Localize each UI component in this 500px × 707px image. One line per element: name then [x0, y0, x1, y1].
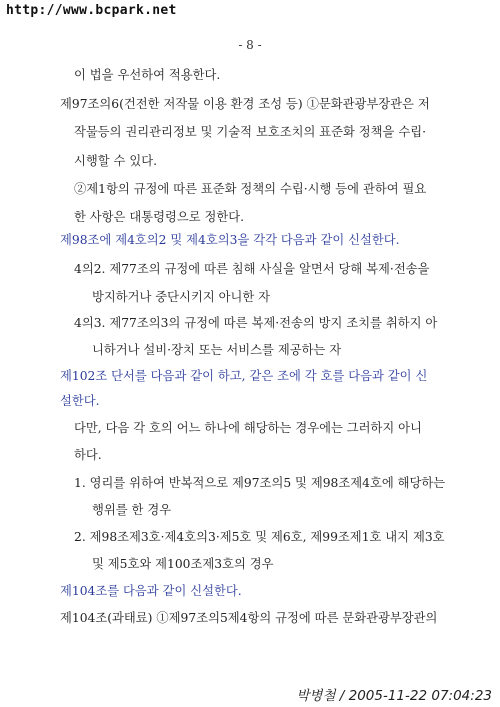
clause-4-2: 4의2. 제77조의 규정에 따른 침해 사실을 알면서 당해 복제·전송을	[74, 262, 430, 276]
body-line: 및 제5호와 제100조제3호의 경우	[92, 557, 274, 571]
list-item-2: 2. 제98조제3호·제4호의3·제5호 및 제6호, 제99조제1호 내지 제3호	[74, 530, 445, 544]
page-number: - 8 -	[238, 38, 262, 52]
body-line: 다만, 다음 각 호의 어느 하나에 해당하는 경우에는 그러하지 아니	[74, 421, 422, 435]
body-line: 방지하거나 중단시키지 아니한 자	[92, 290, 271, 304]
watermark-url: http://www.bcpark.net	[6, 3, 177, 18]
body-line: 하다.	[74, 448, 102, 462]
list-item-1: 1. 영리를 위하여 반복적으로 제97조의5 및 제98조제4호에 해당하는	[74, 476, 446, 490]
article-heading-97-6: 제97조의6(건전한 저작물 이용 환경 조성 등) ①문화관광부장관은 저	[60, 97, 430, 111]
amendment-line-102: 제102조 단서를 다음과 같이 하고, 같은 조에 각 호를 다음과 같이 신	[60, 369, 428, 383]
body-line: 작물등의 권리관리정보 및 기술적 보호조치의 표준화 정책을 수립·	[74, 125, 426, 139]
signature-timestamp: 박병철 / 2005-11-22 07:04:23	[296, 688, 492, 704]
amendment-line-102-cont: 설한다.	[60, 394, 100, 408]
amendment-line-98: 제98조에 제4호의2 및 제4호의3을 각각 다음과 같이 신설한다.	[60, 233, 400, 247]
body-line: 행위를 한 경우	[92, 503, 172, 517]
body-line: 이 법을 우선하여 적용한다.	[74, 68, 221, 82]
article-heading-104: 제104조(과태료) ①제97조의5제4항의 규정에 따른 문화관광부장관의	[60, 611, 438, 625]
body-line: 한 사항은 대통령령으로 정한다.	[74, 210, 245, 224]
amendment-line-104: 제104조를 다음과 같이 신설한다.	[60, 584, 242, 598]
clause-4-3: 4의3. 제77조의3의 규정에 따른 복제·전송의 방지 조치를 취하지 아	[74, 316, 438, 330]
body-line: 시행할 수 있다.	[74, 154, 157, 168]
body-line: ②제1항의 규정에 따른 표준화 정책의 수립·시행 등에 관하여 필요	[74, 182, 427, 196]
body-line: 니하거나 설비·장치 또는 서비스를 제공하는 자	[92, 343, 342, 357]
